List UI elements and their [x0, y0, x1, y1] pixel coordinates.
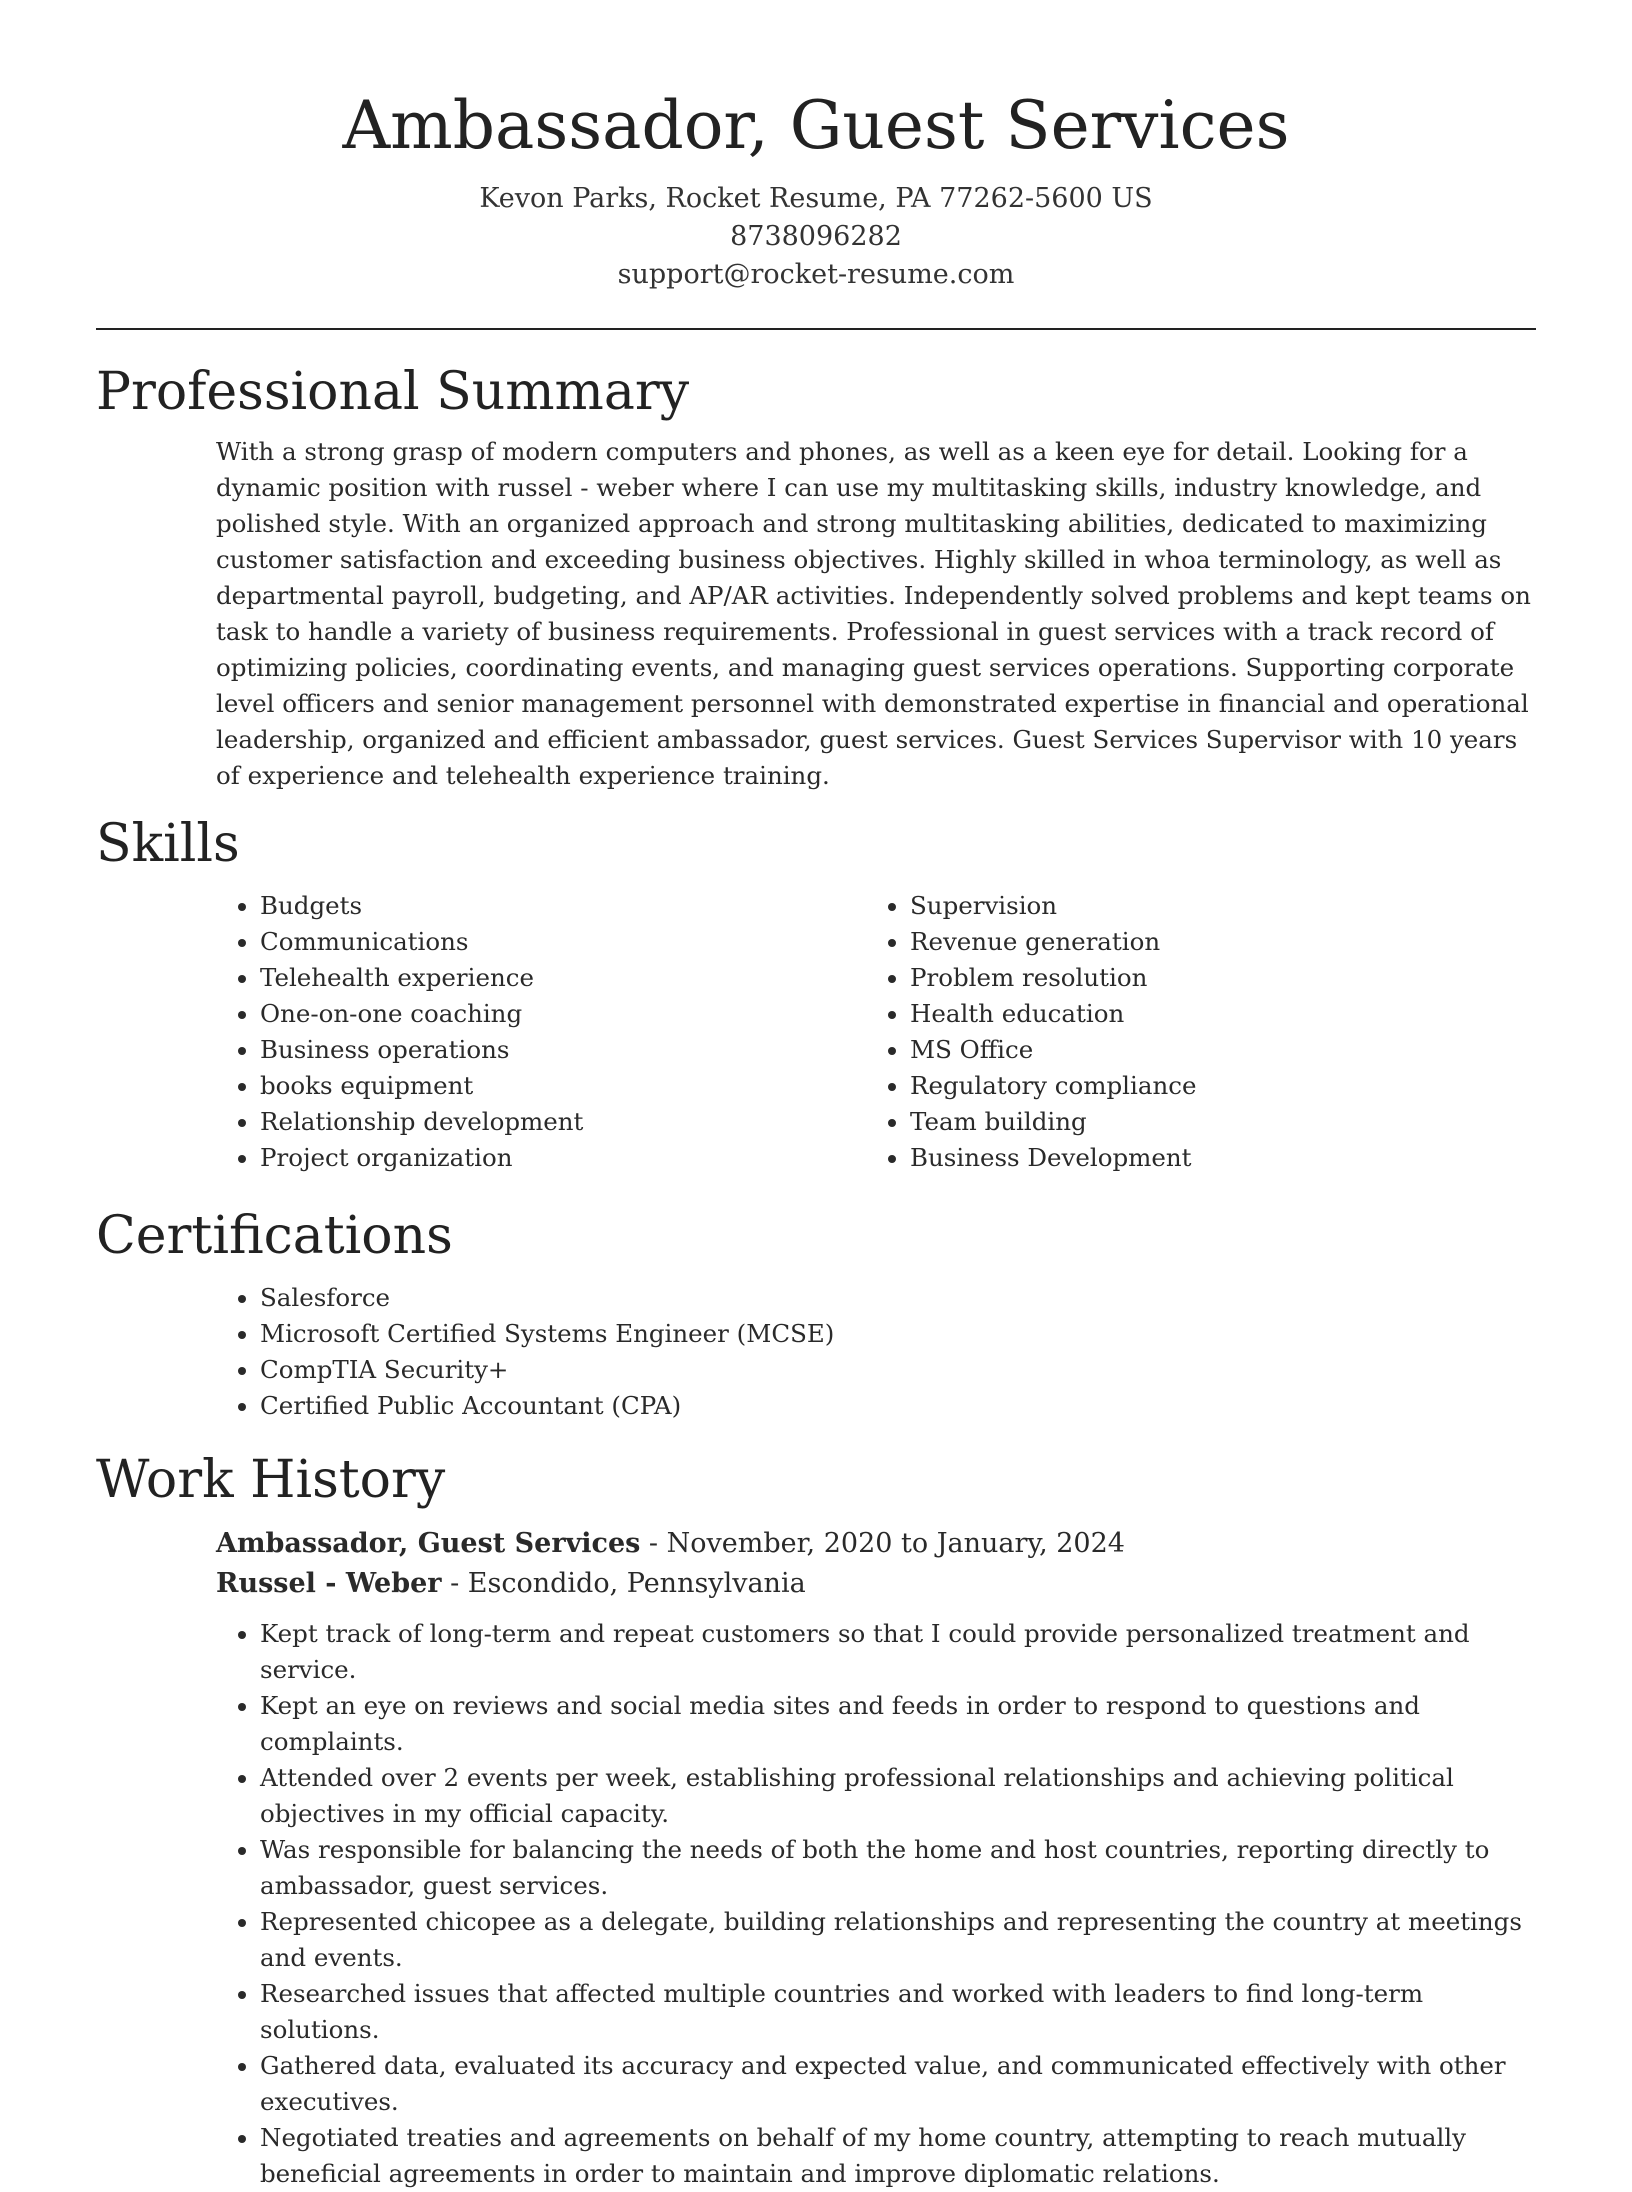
job-entry [216, 1524, 1536, 2192]
job-title: Ambassador, Guest Services [216, 1528, 641, 1559]
summary-body [216, 434, 1536, 794]
skill-item: • Supervision [910, 888, 1536, 924]
skills-list-right [866, 888, 1536, 1176]
job-bullet: • Kept an eye on reviews and social media sites and feeds in order to respond to questions and complaints. [260, 1688, 1536, 1760]
contact-phone: 8738096282 [730, 221, 902, 252]
skill-item: • books equipment [260, 1068, 866, 1104]
skill-item: • Regulatory compliance [910, 1068, 1536, 1104]
certifications-section [96, 1204, 1536, 1424]
skill-item: • Problem resolution [910, 960, 1536, 996]
work-history-section [96, 1448, 1536, 2192]
skill-item: • Business Development [910, 1140, 1536, 1176]
job-bullet: • Gathered data, evaluated its accuracy and expected value, and communicated effectively with other executives. [260, 2048, 1536, 2120]
resume-header [96, 0, 1536, 294]
skill-item: • Telehealth experience [260, 960, 866, 996]
skill-item: • Relationship development [260, 1104, 866, 1140]
skill-item: • Communications [260, 924, 866, 960]
skill-item: • Business operations [260, 1032, 866, 1068]
certification-item: • Salesforce [260, 1280, 1536, 1316]
job-bullets [216, 1616, 1536, 2192]
certification-item: • CompTIA Security+ [260, 1352, 1536, 1388]
certification-item: • Certified Public Accountant (CPA) [260, 1388, 1536, 1424]
summary-text: With a strong grasp of modern computers and phones, as well as a keen eye for detail. Looking for a dynamic position with russel - weber where I can use my multitasking skills, industry knowledge, and polished style. With an organized approach and strong multitasking abilities, dedicated to maximizing customer satisfaction and exceeding business objectives. Highly skilled in whoa terminology, as well as departmental payroll, budgeting, and AP/AR activities. Independently solved problems and kept teams on task to handle a variety of business requirements. Professional in guest services with a track record of optimizing policies, coordinating events, and managing guest services operations. Supporting corporate level officers and senior management personnel with demonstrated expertise in financial and operational leadership, organized and efficient ambassador, guest services. Guest Services Supervisor with 10 years of experience and telehealth experience training. [216, 437, 1531, 790]
skill-item: • Health education [910, 996, 1536, 1032]
resume-title: Ambassador, Guest Services [342, 87, 1290, 164]
skills-section [96, 812, 1536, 1176]
skill-item: • Revenue generation [910, 924, 1536, 960]
skill-item: • MS Office [910, 1032, 1536, 1068]
skills-grid [216, 888, 1536, 1176]
job-location: - Escondido, Pennsylvania [441, 1568, 806, 1599]
work-history-heading: Work History [96, 1450, 446, 1510]
skill-item: • One-on-one coaching [260, 996, 866, 1032]
certifications-list [216, 1280, 1536, 1424]
job-bullet: • Attended over 2 events per week, establishing professional relationships and achieving political objectives in my official capacity. [260, 1760, 1536, 1832]
job-bullet: • Represented chicopee as a delegate, building relationships and representing the country at meetings and events. [260, 1904, 1536, 1976]
summary-heading: Professional Summary [96, 362, 690, 422]
certification-item: • Microsoft Certified Systems Engineer (MCSE) [260, 1316, 1536, 1352]
job-bullet: • Was responsible for balancing the needs of both the home and host countries, reporting directly to ambassador, guest services. [260, 1832, 1536, 1904]
skill-item: • Project organization [260, 1140, 866, 1176]
skills-list-left [216, 888, 866, 1176]
skill-item: • Budgets [260, 888, 866, 924]
header-divider [96, 328, 1536, 330]
contact-email: support@rocket-resume.com [617, 259, 1015, 290]
certifications-heading: Certifications [96, 1206, 453, 1266]
job-company: Russel - Weber [216, 1568, 442, 1599]
job-company-line [216, 1564, 1536, 1604]
job-bullet: • Researched issues that affected multiple countries and worked with leaders to find long-term solutions. [260, 1976, 1536, 2048]
job-dates: - November, 2020 to January, 2024 [640, 1528, 1125, 1559]
certifications-body [216, 1280, 1536, 1424]
skills-heading: Skills [96, 814, 240, 874]
job-bullet: • Negotiated treaties and agreements on behalf of my home country, attempting to reach mutually beneficial agreements in order to maintain and improve diplomatic relations. [260, 2120, 1536, 2192]
contact-address: Kevon Parks, Rocket Resume, PA 77262-5600 US [479, 183, 1153, 214]
job-bullet: • Kept track of long-term and repeat customers so that I could provide personalized treatment and service. [260, 1616, 1536, 1688]
skill-item: • Team building [910, 1104, 1536, 1140]
job-title-line [216, 1524, 1536, 1564]
summary-section [96, 360, 1536, 794]
